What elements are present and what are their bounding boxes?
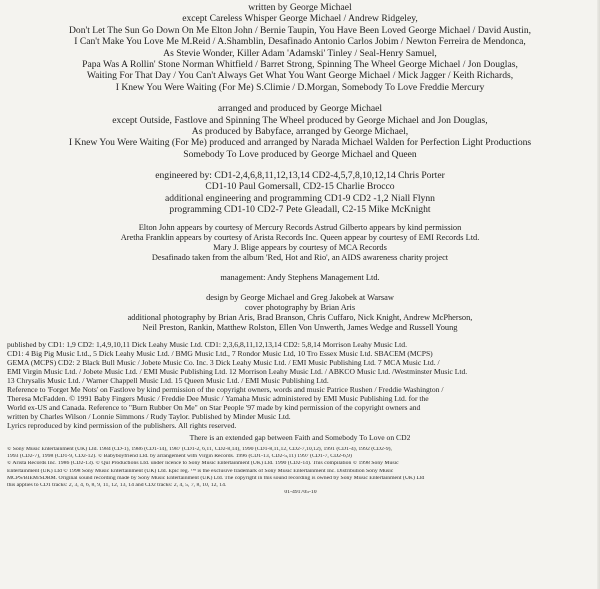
credit-line: management: Andy Stephens Management Ltd. xyxy=(220,274,380,283)
credit-line: programming CD1-10 CD2-7 Pete Gleadall, C2-15 Mike McKnight xyxy=(169,205,431,216)
credit-line: written by Charles Wilson / Lonnie Simmons / Rudy Taylor. Published by Minder Music Ltd. xyxy=(7,412,291,421)
design-credits xyxy=(6,294,594,334)
credit-line: except Outside, Fastlove and Spinning The Wheel produced by George Michael and Jon Douglas, xyxy=(112,115,488,126)
credit-line: Papa Was A Rollin' Stone Norman Whitfield / Barret Strong, Spinning The Wheel George Michael / Jon Douglas, xyxy=(82,59,518,70)
legal-line: © Sony Music Entertainment (UK) Ltd. 1984 (CD-1), 1986 (CD1-14), 1987 (CD1-2, 6,11, CD2-8,14), 1990 (CD1-8,11,12, CD2-7,10,12), 1991 (CD1-4), 1992 (CD2-9), xyxy=(7,447,392,453)
credit-line: Theresa McFadden. © 1991 Baby Fingers Music / Freddie Dee Music / Yamaha Music administered by EMI Music Publishing Ltd. for the xyxy=(7,394,429,403)
credit-line: Elton John appears by courtesy of Mercury Records Astrud Gilberto appears by kind permission xyxy=(138,223,462,232)
catalog-number: 01-491705-10 xyxy=(284,489,317,495)
credit-line: I Knew You Were Waiting (For Me) S.Climie / D.Morgan, Somebody To Love Freddie Mercury xyxy=(115,82,485,93)
credit-line: Lyrics reproduced by kind permission of the publishers. All rights reserved. xyxy=(7,421,237,430)
credit-line: additional engineering and programming CD1-9 CD2 -1,2 Niall Flynn xyxy=(165,193,435,204)
credit-line: GEMA (MCPS) CD2: 2 Black Bull Music / Jobete Music Co. Inc. 3 Dick Leahy Music Ltd. / EMI Music Publishing Ltd. 7 MCA Music Ltd. / xyxy=(7,359,440,368)
credit-line: Waiting For That Day / You Can't Always Get What You Want George Michael / Mick Jagger / Keith Richards, xyxy=(86,71,514,82)
credit-line: Desafinado taken from the album 'Red, Hot and Rio', an AIDS awareness charity project xyxy=(151,253,449,262)
credit-line: arranged and produced by George Michael xyxy=(217,104,383,115)
credit-line: I Knew You Were Waiting (For Me) produced and arranged by Narada Michael Walden for Perfection Light Productions xyxy=(68,138,532,149)
production-credits xyxy=(6,104,594,161)
credit-line: There is an extended gap between Faith and Somebody To Love on CD2 xyxy=(189,434,411,443)
credit-line: Somebody To Love produced by George Michael and Queen xyxy=(183,149,417,160)
credit-line: Reference to 'Forget Me Nots' on Fastlove by kind permission of the copyright owners, words and music Patrice Rushen / Freddie Washington / xyxy=(7,385,444,394)
credit-line: CD1: 4 Big Pig Music Ltd., 5 Dick Leahy Music Ltd. / BMG Music Ltd., 7 Rondor Music Ltd, 10 Tro Essex Music Ltd. SBACEM (MCPS) xyxy=(7,350,433,359)
courtesy-credits xyxy=(6,224,594,264)
credit-line: cover photography by Brian Aris xyxy=(244,304,356,313)
credit-line: Mary J. Blige appears by courtesy of MCA Records xyxy=(213,243,387,252)
legal-line: this applies to CD1 tracks: 2, 3, 4, 6, 8, 9, 11, 12, 13, 14 and CD2 tracks: 2, 4, 5, 7, 8, 10, 12, 14. xyxy=(7,482,227,488)
credit-line: engineered by: CD1-2,4,6,8,11,12,13,14 CD2-4,5,7,8,10,12,14 Chris Porter xyxy=(155,171,445,182)
credit-line: published by CD1: 1,9 CD2: 1,4,9,10,11 Dick Leahy Music Ltd. CD1: 2,3,6,8,11,12,13,14 CD2: 5,8,14 Morrison Leahy Music Ltd. xyxy=(7,341,407,350)
legal-notice xyxy=(6,447,594,497)
credit-line: As produced by Babyface, arranged by George Michael, xyxy=(191,126,409,137)
credit-line: Don't Let The Sun Go Down On Me Elton John / Bernie Taupin, You Have Been Loved George Michael / David Austin, xyxy=(68,25,532,36)
legal-line: MCPS/BIEM/SDRM. Original sound recording made by Sony Music Entertainment (UK) Ltd. The copyright in this sound recording is owned by Sony Music Entertainment (UK) Ltd xyxy=(7,475,425,481)
legal-line: 1993 (CD2-7), 1998 (CD1-9, CD2-12). © Babyboyfriend Ltd. by arrangement with Virgin Records. 1996 (CD1-13, CD2-5,11) 1997 (CD1-7, CD2-6,9) xyxy=(7,454,352,460)
publishing-credits xyxy=(6,341,594,430)
engineering-credits xyxy=(6,171,594,217)
credit-line: I Can't Make You Love Me M.Reid / A.Shamblin, Desafinado Antonio Carlos Jobim / Newton Ferreira de Mendonca, xyxy=(74,37,526,48)
credit-line: Neil Preston, Rankin, Matthew Rolston, Ellen Von Unwerth, James Wedge and Russell Young xyxy=(142,324,458,333)
legal-line: Entertainment (UK) Ltd © 1998 Sony Music Entertainment (UK) Ltd. Epic reg. ™ is the exclusive trademark of Sony Music Entertainment Inc. Distribution Sony Music xyxy=(7,468,394,474)
credit-line: World ex-US and Canada. Reference to "Burn Rubber On Me" on Star People '97 made by kind permission of the copyright owners and xyxy=(7,403,421,412)
credit-line: As Stevie Wonder, Killer Adam 'Adamski' Tinley / Seal-Henry Samuel, xyxy=(163,48,437,59)
credit-line: 13 Chrysalis Music Ltd. / Warner Chappell Music Ltd. 15 Queen Music Ltd. / EMI Music Publishing Ltd. xyxy=(7,377,329,386)
writing-credits xyxy=(6,3,594,94)
credit-line: except Careless Whisper George Michael / Andrew Ridgeley, xyxy=(182,14,418,25)
credit-line: written by George Michael xyxy=(248,3,352,13)
gap-note xyxy=(6,434,594,443)
credit-line: CD1-10 Paul Gomersall, CD2-15 Charlie Brocco xyxy=(205,182,395,193)
management-credit xyxy=(6,274,594,284)
legal-line: © Arista Records Inc. 1986 (CD2-13). © Qul Productions Ltd. under licence to Sony Music Entertainment (UK) Ltd. 1990 (CD2-14). This compilation © 1998 Sony Music xyxy=(7,461,399,467)
credit-line: additional photography by Brian Aris, Brad Branson, Chris Cuffaro, Nick Knight, Andrew McPherson, xyxy=(127,314,473,323)
credit-line: design by George Michael and Greg Jakobek at Warsaw xyxy=(206,294,394,303)
credit-line: EMI Virgin Music Ltd. / Jobete Music Ltd. / EMI Music Publishing Ltd. 12 Morrison Leahy Music Ltd. / ABKCO Music Ltd. /Westminster Music Ltd. xyxy=(7,368,468,377)
credit-line: Aretha Franklin appears by courtesy of Arista Records Inc. Queen appear by courtesy of EMI Records Ltd. xyxy=(120,233,480,242)
